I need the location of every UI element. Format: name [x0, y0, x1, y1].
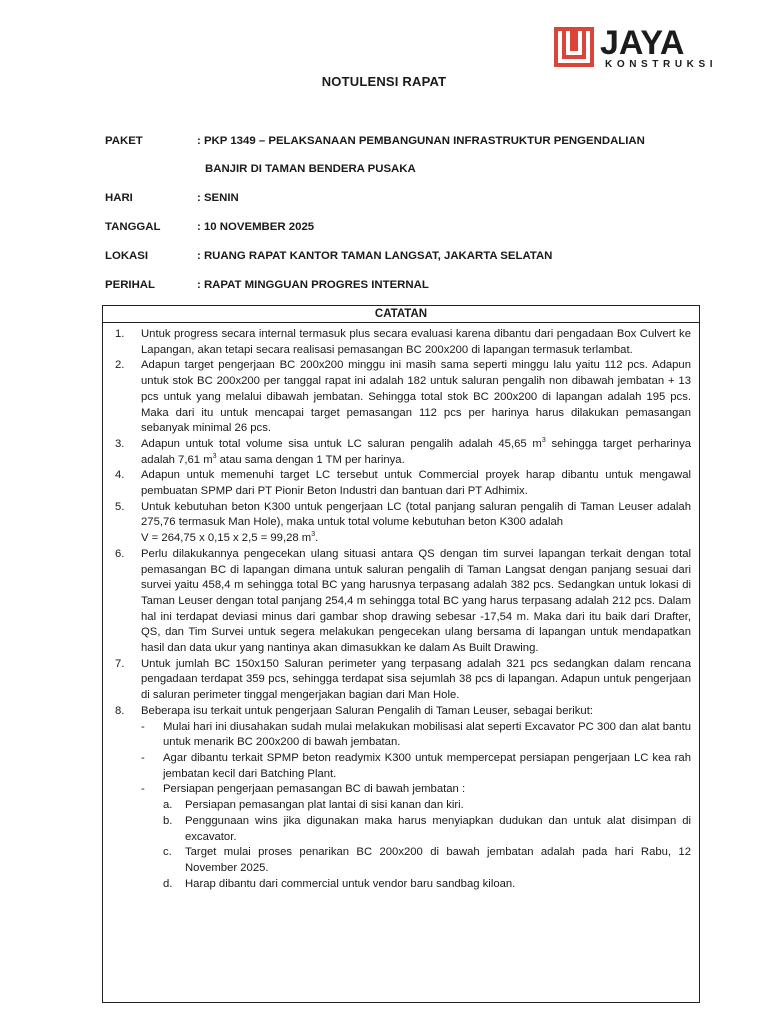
sub-sub-item-mark: b. — [163, 814, 173, 827]
formula-text: V = 264,75 x 0,15 x 2,5 = 99,28 m — [141, 532, 312, 545]
superscript: 3 — [541, 437, 546, 445]
note-item — [115, 500, 691, 547]
document-title: NOTULENSI RAPAT — [321, 74, 447, 89]
meta-value: : RUANG RAPAT KANTOR TAMAN LANGSAT, JAKARTA SELATAN — [197, 250, 553, 262]
sub-item-mark: - — [141, 751, 145, 764]
note-number: 1. — [115, 328, 125, 340]
meta-value: : PKP 1349 – PELAKSANAAN PEMBANGUNAN INFRASTRUKTUR PENGENDALIAN — [197, 135, 645, 147]
note-item — [115, 358, 691, 437]
sub-sub-item-text: Target mulai proses penarikan BC 200x200 di bawah jembatan adalah pada hari Rabu, 12 November 2025. — [185, 846, 691, 874]
company-logo — [553, 26, 723, 72]
note-item — [115, 468, 691, 499]
meta-value: : RAPAT MINGGUAN PROGRES INTERNAL — [197, 279, 429, 291]
note-item — [115, 657, 691, 704]
note-number: 2. — [115, 359, 125, 372]
logo-brand-text: JAYA — [600, 24, 685, 62]
notes-table — [102, 305, 700, 1003]
sub-sub-item — [163, 814, 691, 845]
note-formula — [141, 531, 691, 547]
note-text: Untuk jumlah BC 150x150 Saluran perimeter yang terpasang adalah 321 pcs sedangkan dalam rencana pengadaan terdapat 359 pcs, sehingga terdapat sisa sejumlah 38 pcs di lapangan. Adapun untuk pengerjaan di saluran perimeter tinggal mengerjakan bagian dari Man Hole. — [141, 657, 691, 702]
sub-item-text: Mulai hari ini diusahakan sudah mulai melakukan mobilisasi alat seperti Excavator PC 300 dan alat bantu untuk menarik BC 200x200 di bawah jembatan. — [163, 720, 691, 749]
logo-sub-text: KONSTRUKSI — [605, 59, 718, 70]
sub-item — [141, 720, 691, 751]
note-number: 6. — [115, 547, 125, 560]
note-text: Perlu dilakukannya pengecekan ulang situasi antara QS dengan tim survei lapangan terkait dengan total pemasangan BC di lapangan dimana untuk saluran pengalih di Taman Langsat dengan panjang sesuai dari survei yaitu 458,4 m sehingga total BC yang harusnya terpasang adalah 382 pcs. Sedangkan untuk lokasi di Taman Leuser dengan total panjang 254,4 m sehingga total BC yang harus terpasang adalah 212 pcs. Dalam hal ini terdapat deviasi minus dari gambar shop drawing sebesar -17,54 m. Maka dari itu baik dari Drafter, QS, dan Tim Survei untuk segera melakukan pengecekan ulang bersama di lapangan untuk mendapatkan hasil dan data ukur yang nantinya akan dimasukkan ke dalam As Built Drawing. — [141, 547, 691, 655]
sub-item — [141, 782, 691, 892]
note-text: Beberapa isu terkait untuk pengerjaan Saluran Pengalih di Taman Leuser, sebagai berikut: — [141, 704, 593, 717]
meta-label: PERIHAL — [105, 279, 155, 291]
meta-value: : SENIN — [197, 192, 239, 204]
note-text: sehingga target perharinya adalah 7,61 m — [141, 437, 691, 466]
sub-item-text: Persiapan pengerjaan pemasangan BC di bawah jembatan : — [163, 783, 466, 796]
note-text: Adapun untuk memenuhi target LC tersebut untuk Commercial proyek harap dibantu untuk mengawal pembuatan SPMP dari PT Pionir Beton Industri dan bantuan dari PT Adhimix. — [141, 469, 691, 498]
sub-sub-item — [163, 798, 691, 814]
note-text: Adapun untuk total volume sisa untuk LC saluran pengalih adalah 45,65 m — [141, 437, 542, 450]
meta-label: HARI — [105, 192, 133, 204]
note-text: Untuk kebutuhan beton K300 untuk pengerjaan LC (total panjang saluran pengalih di Taman Leuser adalah 275,76 termasuk Man Hole), maka untuk total volume kebutuhan beton K300 adalah — [141, 500, 691, 529]
sub-sub-item-text: Persiapan pemasangan plat lantai di sisi kanan dan kiri. — [185, 799, 464, 812]
note-number: 3. — [115, 437, 125, 450]
meta-value-continued: BANJIR DI TAMAN BENDERA PUSAKA — [205, 163, 416, 175]
sub-item-text: Agar dibantu terkait SPMP beton readymix K300 untuk mempercepat persiapan pengerjaan LC kea rah jembatan kecil dari Batching Plant. — [163, 751, 691, 780]
note-number: 4. — [115, 469, 125, 482]
sub-item — [141, 751, 691, 782]
note-text: Adapun target pengerjaan BC 200x200 minggu ini masih sama seperti minggu lalu yaitu 112 pcs. Adapun untuk stok BC 200x200 per tanggal rapat ini adalah 182 untuk saluran pengalih non dibawah jembatan + 13 pcs untuk yang melalui dibawah jembatan. Sehingga total stok BC 200x200 di lapangan adalah 195 pcs. Maka dari itu untuk mencapai target pemasangan 112 pcs per harinya harus dilakukan pemasangan sebanyak minimal 26 pcs. — [141, 359, 691, 435]
note-text: atau sama dengan 1 TM per harinya. — [216, 453, 405, 466]
sub-sub-item — [163, 845, 691, 876]
note-item — [115, 547, 691, 657]
meta-label: PAKET — [105, 135, 143, 147]
meta-value: : 10 NOVEMBER 2025 — [197, 221, 315, 233]
note-item — [115, 704, 691, 892]
sub-sub-item-mark: d. — [163, 877, 173, 890]
formula-end: . — [315, 532, 319, 545]
note-number: 7. — [115, 657, 125, 670]
sub-sub-item-mark: c. — [163, 846, 172, 859]
note-number: 8. — [115, 704, 125, 717]
sub-sub-item-mark: a. — [163, 799, 173, 812]
note-item — [115, 437, 691, 468]
logo-mark-icon — [553, 26, 595, 68]
note-item — [115, 327, 691, 358]
notes-header: CATATAN — [103, 306, 699, 323]
note-number: 5. — [115, 500, 125, 513]
sub-sub-item-text: Harap dibantu dari commercial untuk vendor baru sandbag kiloan. — [185, 877, 516, 890]
sub-item-mark: - — [141, 720, 145, 733]
sub-sub-item-text: Penggunaan wins jika digunakan maka harus menyiapkan dudukan dan untuk alat disimpan di excavator. — [185, 814, 691, 843]
sub-sub-item — [163, 877, 691, 893]
superscript: 3 — [311, 531, 316, 539]
meta-label: LOKASI — [105, 250, 149, 262]
notes-body — [103, 323, 699, 892]
superscript: 3 — [212, 452, 217, 460]
note-text: Untuk progress secara internal termasuk plus secara evaluasi karena dibantu dari pengadaan Box Culvert ke Lapangan, akan tetapi secara realisasi pemasangan BC 200x200 di lapangan termasuk terlambat. — [141, 328, 691, 356]
meta-label: TANGGAL — [105, 221, 161, 233]
sub-item-mark: - — [141, 783, 145, 796]
